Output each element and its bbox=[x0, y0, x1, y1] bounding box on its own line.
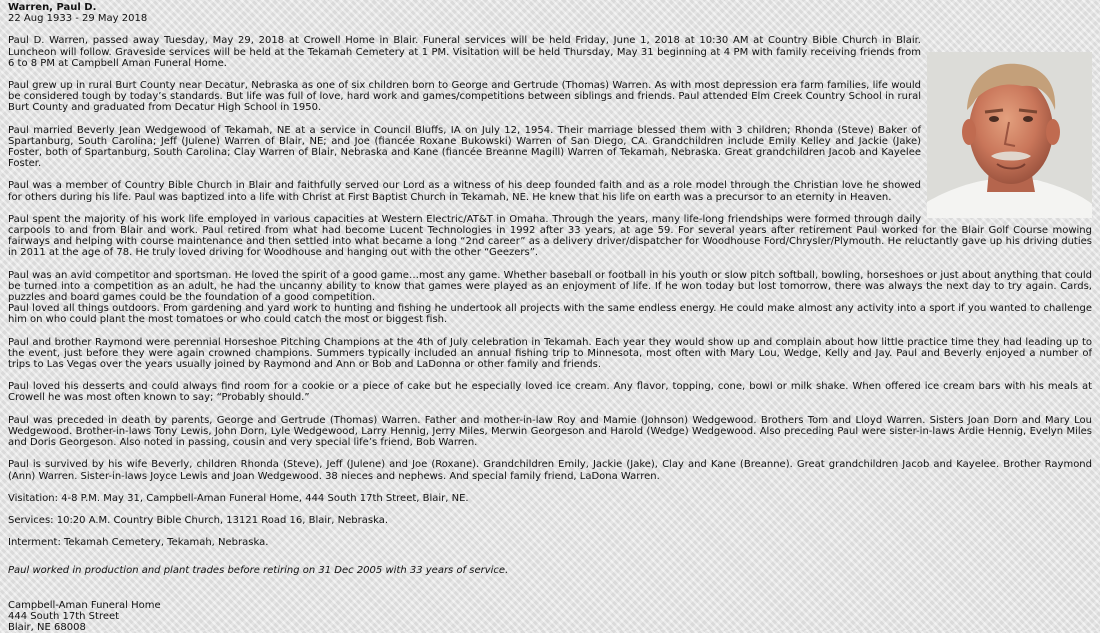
visitation-info: Visitation: 4-8 P.M. May 31, Campbell-Aman Funeral Home, 444 South 17th Street, Blair, NE. bbox=[8, 492, 469, 504]
life-dates: 22 Aug 1933 - 29 May 2018 bbox=[8, 13, 148, 25]
paragraph-preceded: Paul was preceded in death by parents, George and Gertrude (Thomas) Warren. Father and mother-in-law Roy and Mamie (Johnson) Wedgewood. Brothers Tom and Lloyd Warren. Sisters Joan Dorn and Mary Lou Wedgewood. Brother-in-laws Tony Lewis, John Dorn, Lyle Wedgewood, Larry Hennig, Jerry Miles, Merwin Georgeson and Harold (Wedge) Wedgewood. Also preceding Paul were sister-in-laws Ardie Hennig, Evelyn Miles and Doris Georgeson. Also noted in passing, cousin and very special life’s friend, Bob Warren. bbox=[8, 414, 1092, 449]
paragraph-horseshoes: Paul and brother Raymond were perennial Horseshoe Pitching Champions at the 4th of July celebration in Tekamah. Each year they would show up and complain about how little practice time they had leading up to the event, just before they were again crowned champions. Summers typically included an annual fishing trip to Minnesota, most often with Mary Lou, Wedge, Kelly and Jay. Paul and Beverly enjoyed a number of trips to Las Vegas over the years usually joined by Raymond and Ann or Bob and LaDonna or other family and friends. bbox=[8, 336, 1092, 371]
funeral-home-street: 444 South 17th Street bbox=[8, 610, 120, 622]
paragraph-career: Paul spent the majority of his work life employed in various capacities at Western Electric/AT&T in Omaha. Through the years, many life-long friendships were formed through daily carpools to and from Blair and work. Paul retired from what had become Lucent Technologies in 1992 after 33 years, at age 59. For several years after retirement Paul worked for the Blair Golf Course mowing fairways and helping with course maintenance and then settled into what became a long “2nd career” as a delivery driver/dispatcher for Woodhouse Ford/Chrysler/Plymouth. He reluctantly gave up his driving duties in 2011 at the age of 78. He truly loved driving for Woodhouse and hanging out with the other “Geezers”. bbox=[8, 213, 1092, 259]
decedent-name: Warren, Paul D. bbox=[8, 2, 97, 13]
portrait-icon bbox=[927, 52, 1092, 218]
paragraph-marriage: Paul married Beverly Jean Wedgewood of Tekamah, NE at a service in Council Bluffs, IA on July 12, 1954. Their marriage blessed them with 3 children; Rhonda (Steve) Baker of Spartanburg, South Carolina; Jeff (Julene) Warren of Blair, NE; and Joe (fiancée Roxane Bukowski) Warren of San Diego, CA. Grandchildren include Emily Kelley and Jackie (Jake) Foster, both of Spartanburg, South Carolina; Clay Warren of Blair, Nebraska and Kane (fiancée Breanne Magill) Warren of Tekamah, Nebraska. Great grandchildren Jacob and Kayelee Foster. bbox=[8, 124, 921, 170]
paragraph-sportsman: Paul was an avid competitor and sportsman. He loved the spirit of a good game…most any game. Whether baseball or football in his youth or slow pitch softball, bowling, horseshoes or just about anything that could be turned into a competition as an adult, he had the uncanny ability to know that games were played as an enjoyment of life. If he won today but lost tomorrow, there was always the next day to try again. Cards, puzzles and board games could be the foundation of a good competition. bbox=[8, 269, 1092, 304]
paragraph-survived: Paul is survived by his wife Beverly, children Rhonda (Steve), Jeff (Julene) and Joe (Roxane). Grandchildren Emily, Jackie (Jake), Clay and Kane (Breanne). Great grandchildren Jacob and Kayelee. Brother Raymond (Ann) Warren. Sister-in-laws Joyce Lewis and Joan Wedgewood. 38 nieces and nephews. And special family friend, LaDona Warren. bbox=[8, 459, 1092, 482]
funeral-home-name: Campbell-Aman Funeral Home bbox=[8, 599, 161, 611]
services-info: Services: 10:20 A.M. Country Bible Church, 13121 Road 16, Blair, Nebraska. bbox=[8, 514, 388, 526]
work-note: Paul worked in production and plant trades before retiring on 31 Dec 2005 with 33 years of service. bbox=[8, 565, 509, 577]
paragraph-childhood: Paul grew up in rural Burt County near Decatur, Nebraska as one of six children born to George and Gertrude (Thomas) Warren. As with most depression era farm families, life would be considered tough by today’s standards. But life was full of love, hard work and games/competitions between siblings and friends. Paul attended Elm Creek Country School in rural Burt County and graduated from Decatur High School in 1950. bbox=[8, 80, 921, 114]
paragraph-announcement: Paul D. Warren, passed away Tuesday, May 29, 2018 at Crowell Home in Blair. Funeral services will be held Friday, June 1, 2018 at 10:30 AM at Country Bible Church in Blair. Luncheon will follow. Graveside services will be held at the Tekamah Cemetery at 1 PM. Visitation will be held Thursday, May 31 beginning at 4 PM with family receiving friends from 6 to 8 PM at Campbell Aman Funeral Home. bbox=[8, 35, 921, 69]
portrait-photo bbox=[927, 52, 1092, 218]
paragraph-faith: Paul was a member of Country Bible Church in Blair and faithfully served our Lord as a witness of his deep founded faith and as a role model through the Christian love he showed for others during his life. Paul was baptized into a life with Christ at First Baptist Church in Tekamah, NE. He knew that his life on earth was a precursor to an eternity in Heaven. bbox=[8, 180, 921, 203]
interment-info: Interment: Tekamah Cemetery, Tekamah, Nebraska. bbox=[8, 537, 269, 549]
paragraph-desserts: Paul loved his desserts and could always find room for a cookie or a piece of cake but he especially loved ice cream. Any flavor, topping, cone, bowl or milk shake. When offered ice cream bars with his meals at Crowell he was most often known to say; “Probably should.” bbox=[8, 381, 1092, 404]
paragraph-outdoors: Paul loved all things outdoors. From gardening and yard work to hunting and fishing he undertook all projects with the same endless energy. He could make almost any activity into a sport if you wanted to challenge him on who could plant the most tomatoes or who could catch the most or biggest fish. bbox=[8, 303, 1092, 326]
funeral-home-city: Blair, NE 68008 bbox=[8, 621, 86, 633]
